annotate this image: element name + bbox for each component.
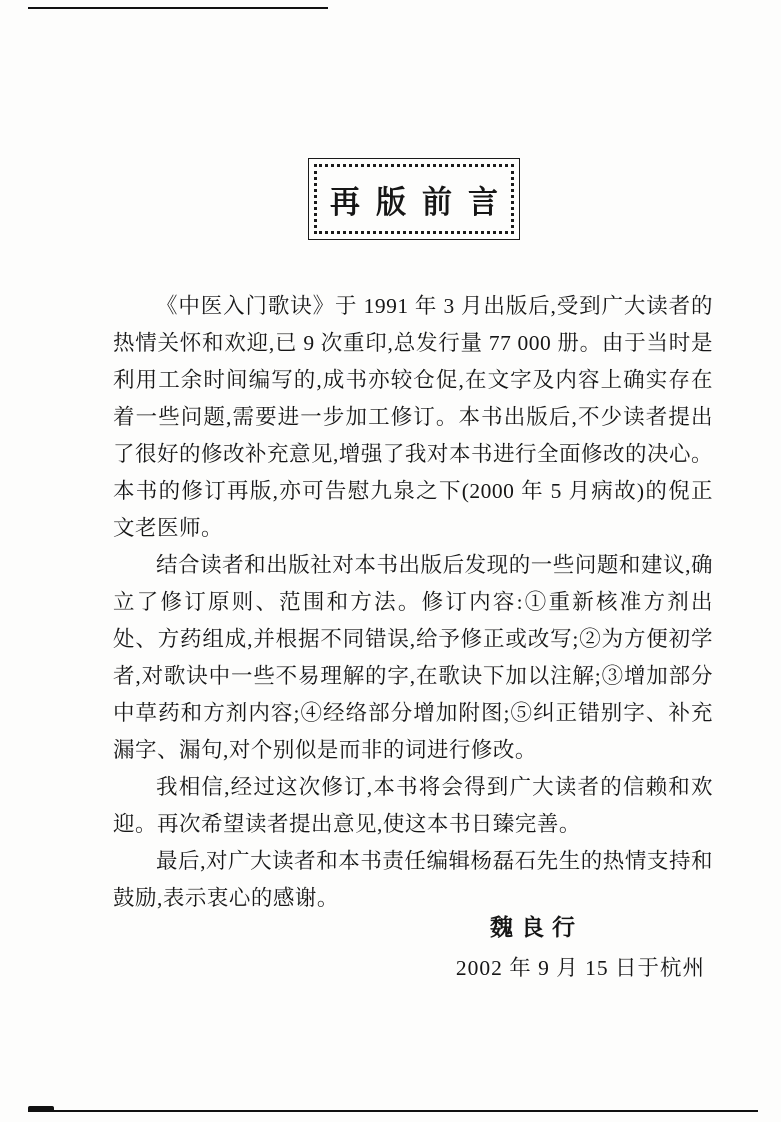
- paragraph-4: 最后,对广大读者和本书责任编辑杨磊石先生的热情支持和鼓励,表示衷心的感谢。: [113, 849, 713, 910]
- page-title: 再版前言: [330, 185, 514, 220]
- paragraph-3: 我相信,经过这次修订,本书将会得到广大读者的信赖和欢迎。再次希望读者提出意见,使这本书日臻完善。: [113, 775, 713, 836]
- preface-body: [113, 288, 713, 917]
- scan-artifact-bottom-line: [28, 1110, 758, 1112]
- signature-date: 2002 年 9 月 15 日于杭州: [455, 956, 705, 980]
- paragraph-1: 《中医入门歌诀》于 1991 年 3 月出版后,受到广大读者的热情关怀和欢迎,已 9 次重印,总发行量 77 000 册。由于当时是利用工余时间编写的,成书亦较仓促,在文字及内容上确实存在着一些问题,需要进一步加工修订。本书出版后,不少读者提出了很好的修改补充意见,增强了我对本书进行全面修改的决心。本书的修订再版,亦可告慰九泉之下(2000 年 5 月病故)的倪正文老医师。: [113, 294, 713, 540]
- title-ornamental-frame-inner: [314, 164, 514, 234]
- signature-block: [113, 908, 713, 988]
- paragraph-2: 结合读者和出版社对本书出版后发现的一些问题和建议,确立了修订原则、范围和方法。修订内容:①重新核准方剂出处、方药组成,并根据不同错误,给予修正或改写;②为方便初学者,对歌诀中一些不易理解的字,在歌诀下加以注解;③增加部分中草药和方剂内容;④经络部分增加附图;⑤纠正错别字、补充漏字、漏句,对个别似是而非的词进行修改。: [113, 553, 713, 762]
- title-ornamental-frame: [308, 158, 520, 240]
- scan-artifact-top-line: [28, 7, 328, 9]
- author-signature: 魏良行: [490, 915, 583, 940]
